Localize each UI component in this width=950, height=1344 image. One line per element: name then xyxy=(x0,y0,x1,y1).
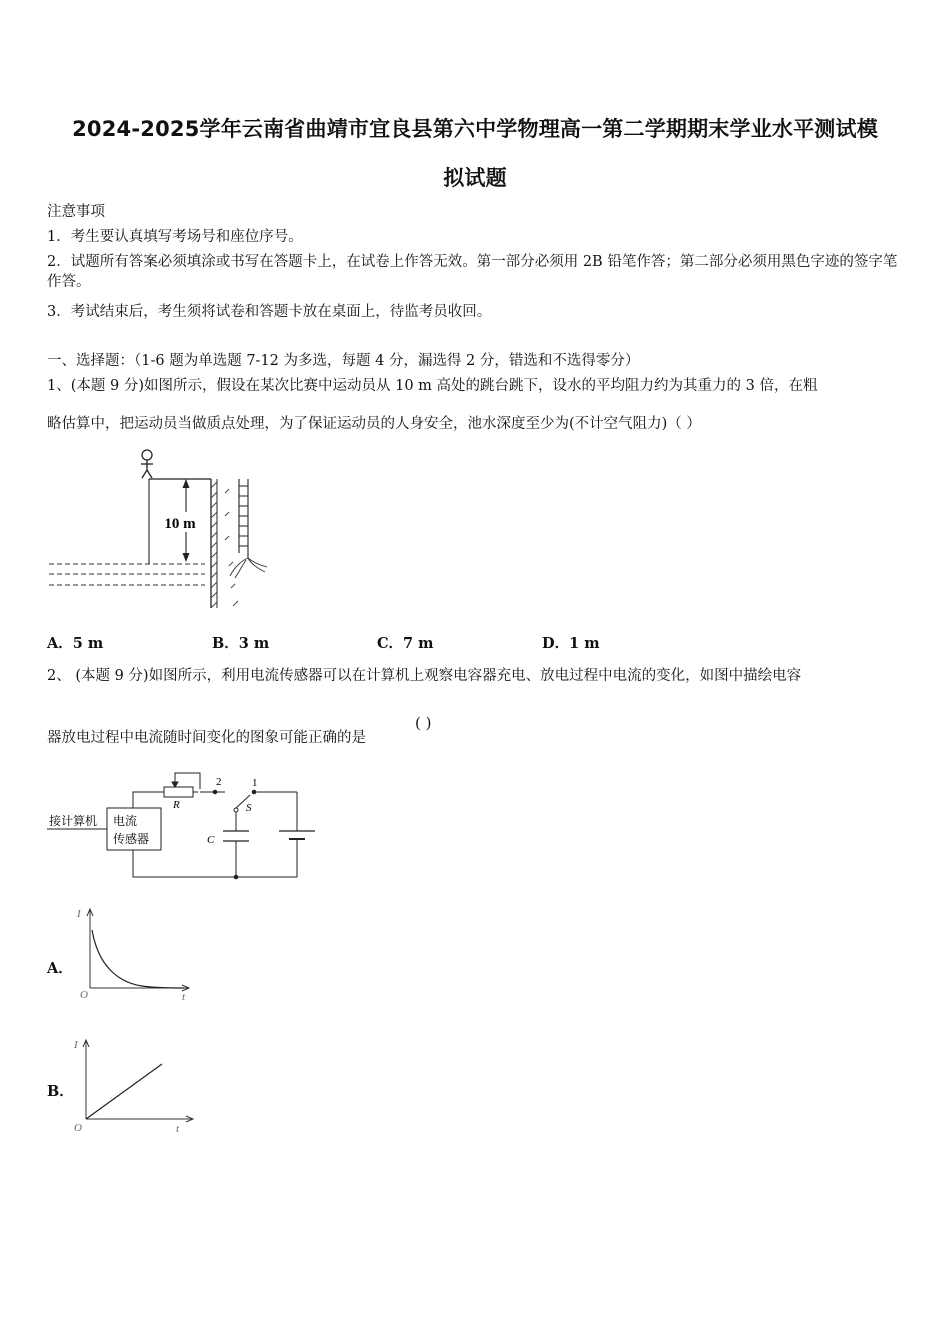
q2-option-b[interactable]: B． xyxy=(47,1083,74,1100)
q1-option-a[interactable]: A．5 m xyxy=(47,635,104,652)
graph-b-origin: O xyxy=(74,1122,82,1134)
notice-item-3: 3．考试结束后，考生须将试卷和答题卡放在桌面上，待监考员收回。 xyxy=(47,304,492,320)
q1-stem-line2: 略估算中，把运动员当做质点处理，为了保证运动员的人身安全，池水深度至少为(不计空气阻力)（ ） xyxy=(47,416,701,432)
q1-diving-diagram xyxy=(45,448,270,613)
terminal-2-label: 2 xyxy=(216,776,222,788)
page-title-continued: 拟试题 xyxy=(443,166,507,190)
graph-a-y-label: I xyxy=(77,908,81,920)
resistor-label: R xyxy=(173,799,180,811)
page-title: 2024-2025学年云南省曲靖市宜良县第六中学物理高一第二学期期末学业水平测试模 xyxy=(72,117,878,141)
q2-option-b-graph xyxy=(70,1035,195,1135)
q2-circuit-diagram xyxy=(45,765,325,883)
q1-option-c[interactable]: C．7 m xyxy=(377,635,434,652)
graph-a-x-label: t xyxy=(182,991,186,1002)
q2-stem-line2: 器放电过程中电流随时间变化的图象可能正确的是 xyxy=(47,730,366,746)
section-heading: 一、选择题：（1-6 题为单选题 7-12 为多选，每题 4 分，漏选得 2 分，错选和不选得零分） xyxy=(47,353,640,369)
terminal-1-label: 1 xyxy=(252,777,258,789)
sensor-label-2: 传感器 xyxy=(113,832,150,846)
q2-answer-bracket: ( ) xyxy=(415,714,432,732)
q2-option-a-graph xyxy=(72,902,197,1002)
graph-b-x-label: t xyxy=(176,1123,180,1135)
height-label: 10 m xyxy=(164,516,196,532)
switch-label: S xyxy=(246,802,252,814)
notice-heading: 注意事项 xyxy=(47,204,105,220)
graph-a-origin: O xyxy=(80,989,88,1001)
diver-figure xyxy=(141,450,153,478)
q2-stem-line1: 2、 (本题 9 分)如图所示，利用电流传感器可以在计算机上观察电容器充电、放电过程中电流的变化，如图中描绘电容 xyxy=(47,668,802,684)
q1-stem-line1: 1、(本题 9 分)如图所示，假设在某次比赛中运动员从 10 m 高处的跳台跳下，设水的平均阻力约为其重力的 3 倍，在粗 xyxy=(47,378,818,394)
sensor-label-1: 电流 xyxy=(113,814,138,828)
notice-item-1: 1．考生要认真填写考场号和座位序号。 xyxy=(47,229,303,245)
graph-b-y-label: I xyxy=(74,1039,78,1051)
notice-item-2: 2．试题所有答案必须填涂或书写在答题卡上，在试卷上作答无效。第一部分必须用 2B 铅笔作答；第二部分必须用黑色字迹的签字笔作答。 xyxy=(47,254,898,290)
q2-option-a[interactable]: A． xyxy=(47,960,73,977)
q1-option-b[interactable]: B．3 m xyxy=(212,635,270,652)
computer-label: 接计算机 xyxy=(49,814,98,828)
capacitor-label: C xyxy=(207,834,215,846)
q1-option-d[interactable]: D．1 m xyxy=(542,635,600,652)
